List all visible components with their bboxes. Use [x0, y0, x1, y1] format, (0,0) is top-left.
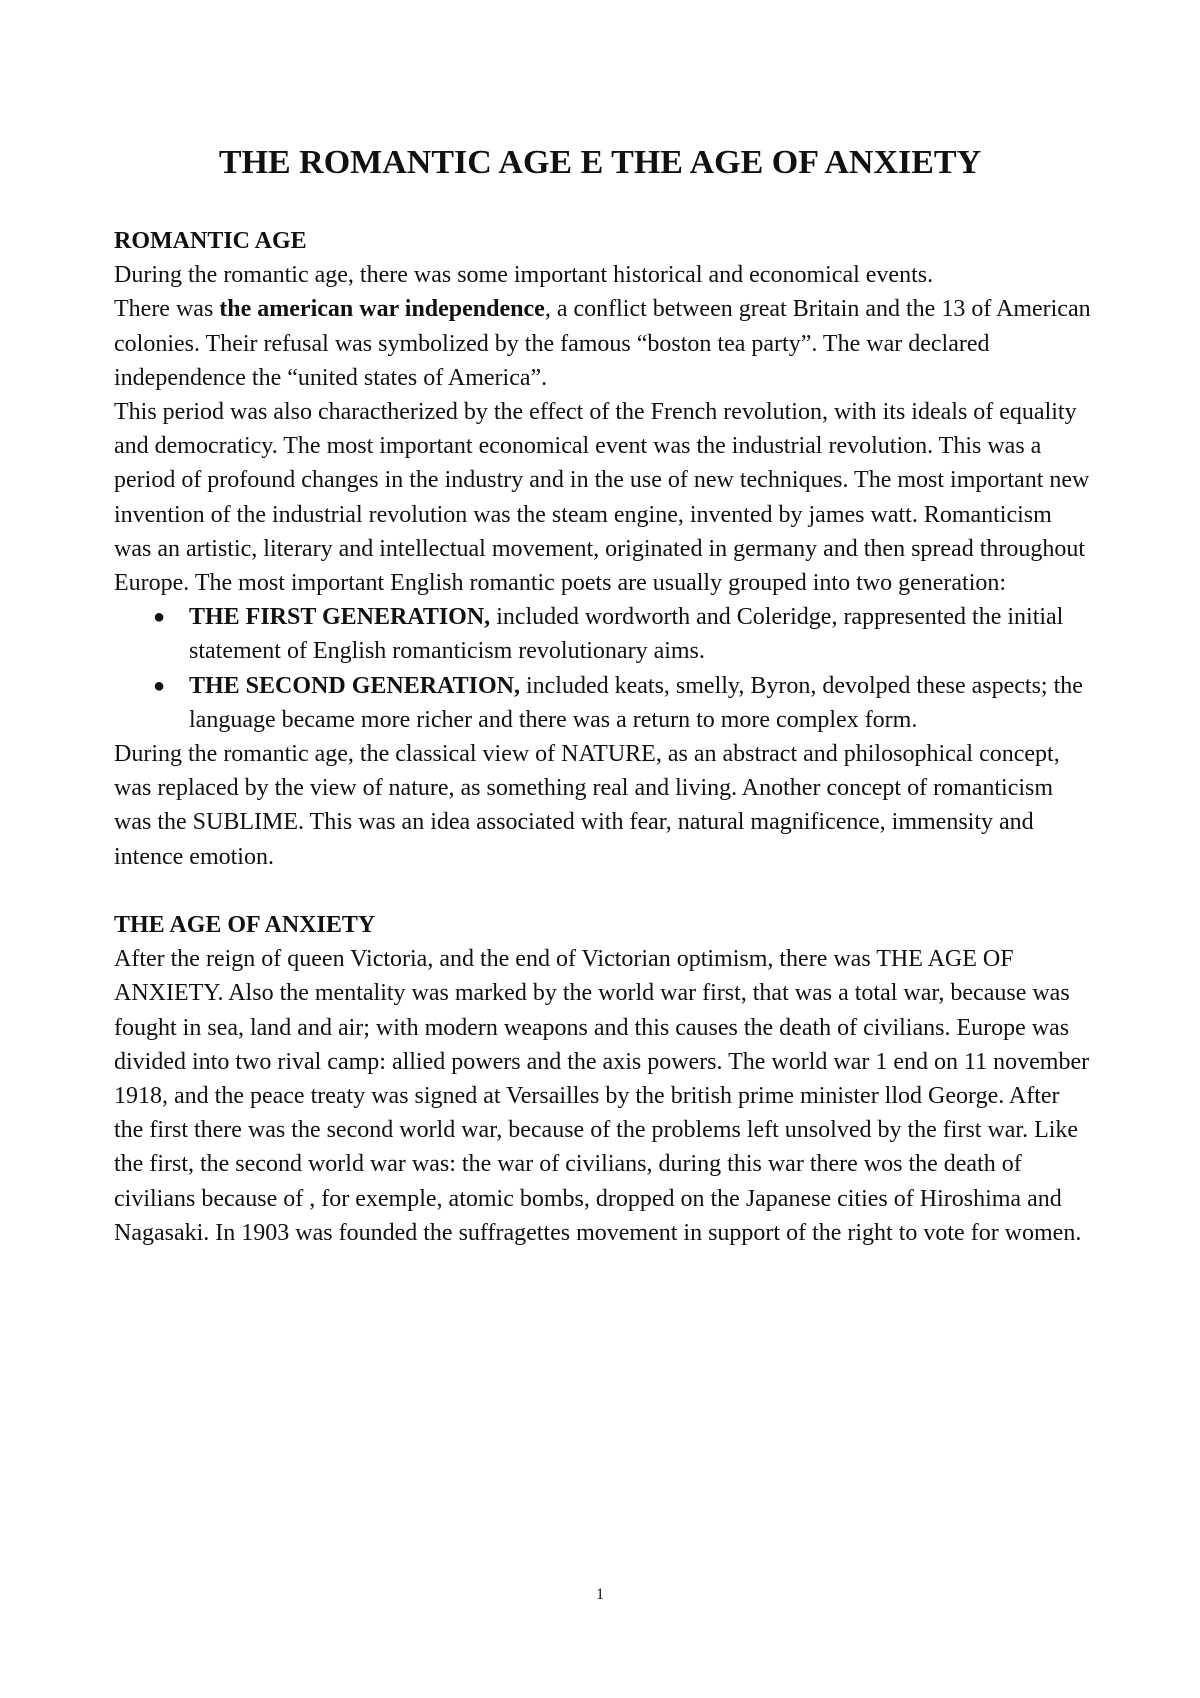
page-number: 1 [596, 1586, 604, 1603]
list-item-text: included wordworth and Coleridge, rappresented the initial statement of English romanticism revolutionary aims. [189, 604, 1064, 665]
paragraph-intro-pre: There was [114, 296, 220, 323]
section-heading-age-of-anxiety: THE AGE OF ANXIETY [114, 912, 376, 939]
bullet-icon: ● [153, 606, 166, 629]
paragraph-intro-line1: During the romantic age, there was some important historical and economical events. [114, 262, 934, 289]
paragraph-spacer [114, 874, 1094, 908]
paragraph-french-revolution: This period was also charactherized by the effect of the French revolution, with its ideals of equality and democraticy. The most important economical event was the industrial revolution. This was a period of profound changes in the industry and in the use of new techniques. The most important new invention of the industrial revolution was the steam engine, invented by james watt. Romanticism was an artistic, literary and intellectual movement, originated in germany and then spread throughout Europe. The most important English romantic poets are usually grouped into two generation: [114, 399, 1090, 597]
list-item-bold: THE SECOND GENERATION, [189, 672, 520, 699]
list-item [114, 600, 1094, 668]
generation-list [114, 600, 1094, 737]
bold-phrase-american-war: the american war independence [219, 296, 545, 323]
paragraph-age-of-anxiety: After the reign of queen Victoria, and the end of Victorian optimism, there was THE AGE OF ANXIETY. Also the mentality was marked by the world war first, that was a total war, because was fought in sea, land and air; with modern weapons and this causes the death of civilians. Europe was divided into two rival camp: allied powers and the axis powers. The world war 1 end on 11 november 1918, and the peace treaty was signed at Versailles by the british prime minister llod George. After the first there was the second world war, because of the problems left unsolved by the first war. Like the first, the second world war was: the war of civilians, during this war there wos the death of civilians because of , for exemple, atomic bombs, dropped on the Japanese cities of Hiroshima and Nagasaki. In 1903 was founded the suffragettes movement in support of the right to vote for women. [114, 946, 1090, 1246]
paragraph-intro [114, 258, 1094, 395]
paragraph-intro-post: , a conflict between great Britain and the 13 of American colonies. Their refusal was symbolized by the famous “boston tea party”. The war declared independence the “united states of America”. [114, 296, 1091, 391]
list-item-bold: THE FIRST GENERATION, [189, 604, 491, 631]
bullet-icon: ● [153, 674, 166, 697]
paragraph-nature-sublime: During the romantic age, the classical view of NATURE, as an abstract and philosophical concept, was replaced by the view of nature, as something real and living. Another concept of romanticism was the SUBLIME. This was an idea associated with fear, natural magnificence, immensity and intence emotion. [114, 741, 1060, 870]
document-title: THE ROMANTIC AGE E THE AGE OF ANXIETY [218, 144, 982, 181]
document-body [114, 224, 1094, 1250]
list-item-text: included keats, smelly, Byron, devolped these aspects; the language became more richer and there was a return to more complex form. [189, 672, 1083, 733]
section-heading-romantic-age: ROMANTIC AGE [114, 228, 307, 254]
list-item [114, 669, 1094, 737]
